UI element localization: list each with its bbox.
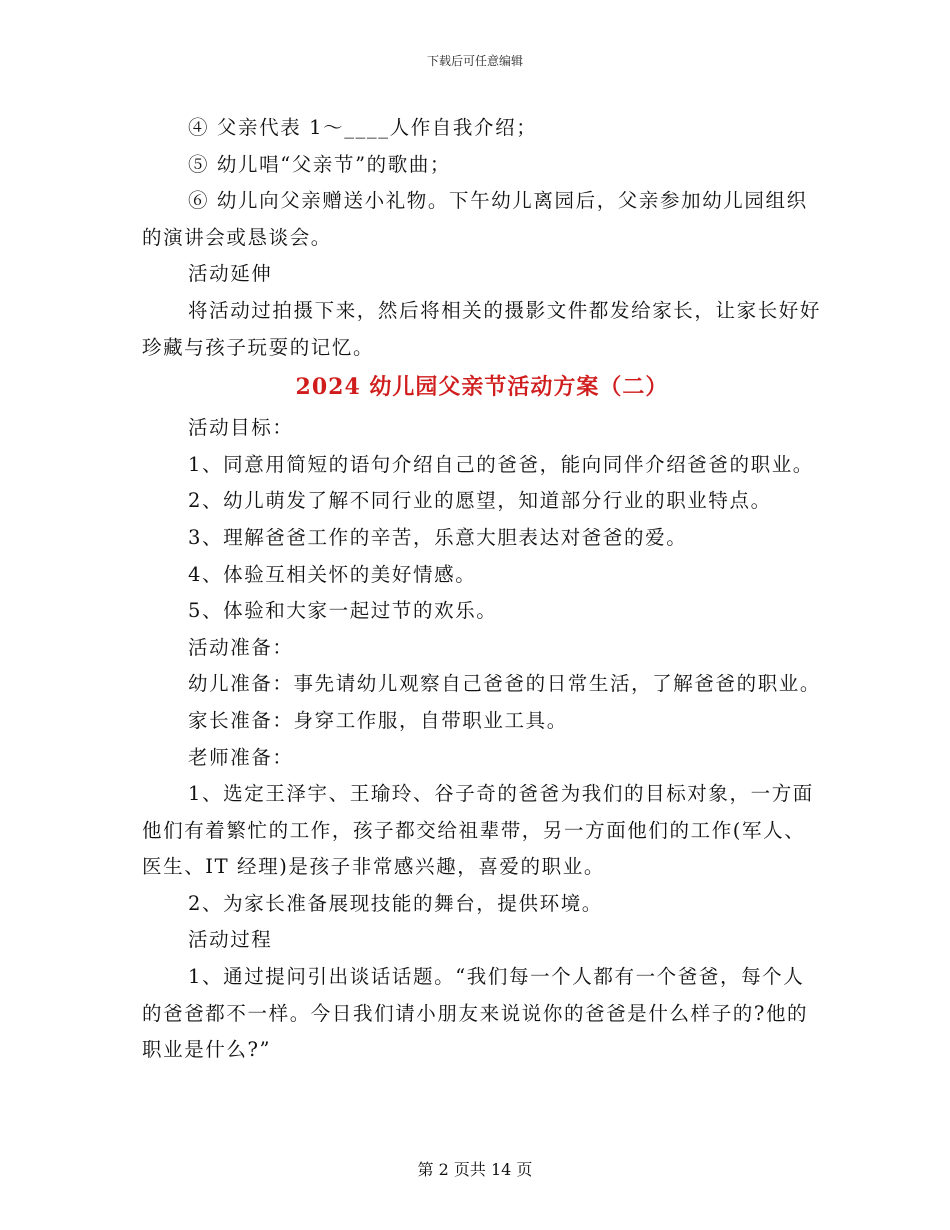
page-header: 下载后可任意编辑 bbox=[426, 54, 523, 68]
paragraph: 家长准备：身穿工作服，自带职业工具。 bbox=[188, 708, 568, 732]
section-heading: 活动延伸 bbox=[188, 262, 273, 286]
section-heading: 活动过程 bbox=[188, 928, 273, 952]
section-heading: 老师准备： bbox=[188, 745, 294, 769]
list-item: 2、为家长准备展现技能的舞台，提供环境。 bbox=[188, 891, 603, 915]
paragraph: 将活动过拍摄下来，然后将相关的摄影文件都发给家长，让家长好好珍藏与孩子玩耍的记忆。 bbox=[142, 298, 822, 359]
list-item: 1、同意用简短的语句介绍自己的爸爸，能向同伴介绍爸爸的职业。 bbox=[188, 452, 814, 476]
paragraph: ⑥ 幼儿向父亲赠送小礼物。下午幼儿离园后，父亲参加幼儿园组织的演讲会或恳谈会。 bbox=[142, 189, 808, 249]
page-footer: 第 2 页共 14 页 bbox=[417, 1160, 533, 1179]
list-item: 1、选定王泽宇、王瑜玲、谷子奇的爸爸为我们的目标对象，一方面他们有着繁忙的工作，孩子都交给祖辈带，另一方面他们的工作(军人、医生、IT 经理)是孩子非常感兴趣，喜爱的职业。 bbox=[142, 782, 814, 879]
list-item: 3、理解爸爸工作的辛苦，乐意大胆表达对爸爸的爱。 bbox=[188, 525, 688, 549]
section-heading: 活动目标： bbox=[188, 416, 294, 440]
list-item: 5、体验和大家一起过节的欢乐。 bbox=[188, 599, 498, 623]
paragraph: ④ 父亲代表 1～____人作自我介绍； bbox=[188, 116, 538, 139]
paragraph: 幼儿准备：事先请幼儿观察自己爸爸的日常生活，了解爸爸的职业。 bbox=[188, 672, 822, 696]
document-body bbox=[142, 110, 822, 1069]
list-item: 1、通过提问引出谈话话题。“我们每一个人都有一个爸爸，每个人的爸爸都不一样。今日我们请小朋友来说说你的爸爸是什么样子的?他的职业是什么?” bbox=[142, 965, 809, 1062]
paragraph: ⑤ 幼儿唱“父亲节”的歌曲； bbox=[188, 152, 452, 176]
section-heading: 活动准备： bbox=[188, 635, 294, 659]
list-item: 2、幼儿萌发了解不同行业的愿望，知道部分行业的职业特点。 bbox=[188, 489, 772, 513]
document-title: 2024 幼儿园父亲节活动方案（二） bbox=[295, 374, 669, 401]
list-item: 4、体验互相关怀的美好情感。 bbox=[188, 562, 477, 586]
